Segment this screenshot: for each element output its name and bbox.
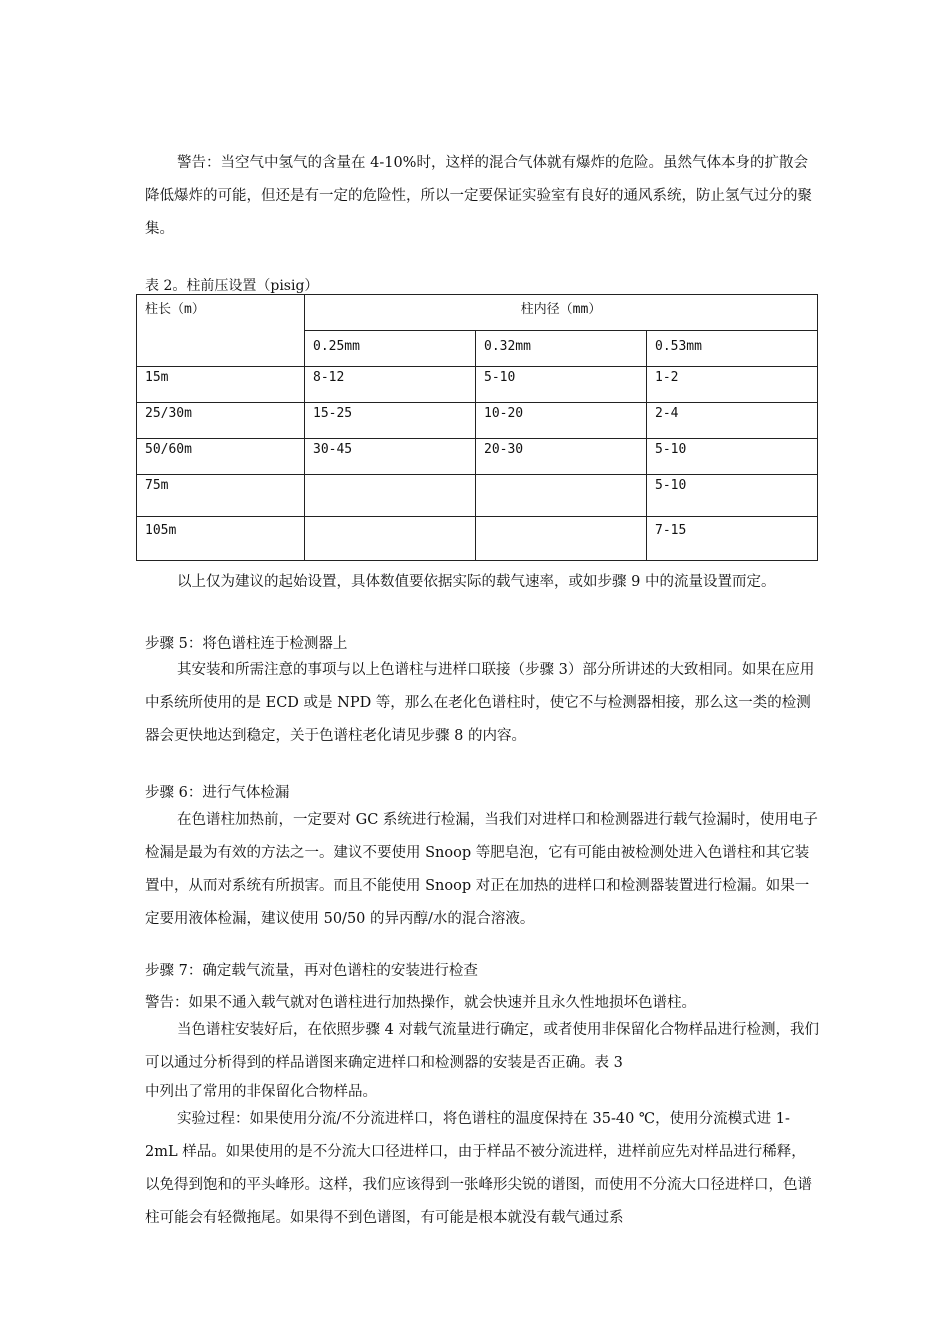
header-diameter-025: 0.25mm (305, 331, 476, 367)
cell-length: 25/30m (137, 403, 305, 439)
cell-length: 105m (137, 517, 305, 561)
column-pressure-table (136, 294, 818, 561)
cell-value (476, 475, 647, 517)
cell-value (476, 517, 647, 561)
cell-value: 5-10 (476, 367, 647, 403)
header-diameter-053: 0.53mm (647, 331, 818, 367)
cell-value (305, 475, 476, 517)
cell-length: 75m (137, 475, 305, 517)
table-row (137, 475, 818, 517)
table-row (137, 439, 818, 475)
header-inner-diameter: 柱内径（mm） (305, 295, 818, 331)
step7-body-line2: 中列出了常用的非保留化合物样品。 (145, 1084, 377, 1100)
cell-value: 15-25 (305, 403, 476, 439)
cell-value (305, 517, 476, 561)
hydrogen-warning-paragraph: 警告：当空气中氢气的含量在 4-10%时，这样的混合气体就有爆炸的危险。虽然气体本身的扩散会降低爆炸的可能，但还是有一定的危险性，所以一定要保证实验室有良好的通风系统，防止氢气过分的聚集。 (145, 155, 812, 237)
cell-value: 8-12 (305, 367, 476, 403)
cell-value: 7-15 (647, 517, 818, 561)
cell-value: 2-4 (647, 403, 818, 439)
table-row (137, 517, 818, 561)
cell-value: 20-30 (476, 439, 647, 475)
table-row (137, 403, 818, 439)
step5-title: 步骤 5：将色谱柱连于检测器上 (145, 636, 348, 652)
step6-title: 步骤 6：进行气体检漏 (145, 785, 290, 801)
cell-value: 30-45 (305, 439, 476, 475)
header-column-length: 柱长（m） (137, 295, 305, 367)
step5-body: 其安装和所需注意的事项与以上色谱柱与进样口联接（步骤 3）部分所讲述的大致相同。如果在应用中系统所使用的是 ECD 或是 NPD 等，那么在老化色谱柱时，使它不与检测器相接，那么这一类的检测器会更快地达到稳定，关于色谱柱老化请见步骤 8 的内容。 (145, 662, 815, 744)
table-note: 以上仅为建议的起始设置，具体数值要依据实际的载气速率，或如步骤 9 中的流量设置而定。 (177, 574, 776, 590)
table-header-row (137, 295, 818, 331)
table-row (137, 367, 818, 403)
cell-length: 15m (137, 367, 305, 403)
header-diameter-032: 0.32mm (476, 331, 647, 367)
step7-procedure: 实验过程：如果使用分流/不分流进样口，将色谱柱的温度保持在 35-40 ℃，使用分流模式进 1-2mL 样品。如果使用的是不分流大口径进样口，由于样品不被分流进样，进样前应先对样品进行稀释，以免得到饱和的平头峰形。这样，我们应该得到一张峰形尖锐的谱图，而使用不分流大口径进样口，色谱柱可能会有轻微拖尾。如果得不到色谱图，有可能是根本就没有载气通过系 (145, 1111, 812, 1226)
cell-value: 5-10 (647, 439, 818, 475)
cell-value: 5-10 (647, 475, 818, 517)
step7-body-line1: 当色谱柱安装好后，在依照步骤 4 对载气流量进行确定，或者使用非保留化合物样品进行检测，我们可以通过分析得到的样品谱图来确定进样口和检测器的安装是否正确。表 3 (145, 1022, 819, 1071)
cell-length: 50/60m (137, 439, 305, 475)
step6-body: 在色谱柱加热前，一定要对 GC 系统进行检漏，当我们对进样口和检测器进行载气捡漏时，使用电子检漏是最为有效的方法之一。建议不要使用 Snoop 等肥皂泡，它有可能由被检测处进入色谱柱和其它装置中，从而对系统有所损害。而且不能使用 Snoop 对正在加热的进样口和检测器装置进行检漏。如果一定要用液体检漏，建议使用 50/50 的异丙醇/水的混合溶液。 (145, 812, 818, 927)
table-caption: 表 2。柱前压设置（pisig） (145, 278, 319, 294)
cell-value: 1-2 (647, 367, 818, 403)
cell-value: 10-20 (476, 403, 647, 439)
step7-warning: 警告：如果不通入载气就对色谱柱进行加热操作，就会快速并且永久性地损坏色谱柱。 (145, 995, 696, 1011)
step7-title: 步骤 7：确定载气流量，再对色谱柱的安装进行检查 (145, 963, 478, 979)
